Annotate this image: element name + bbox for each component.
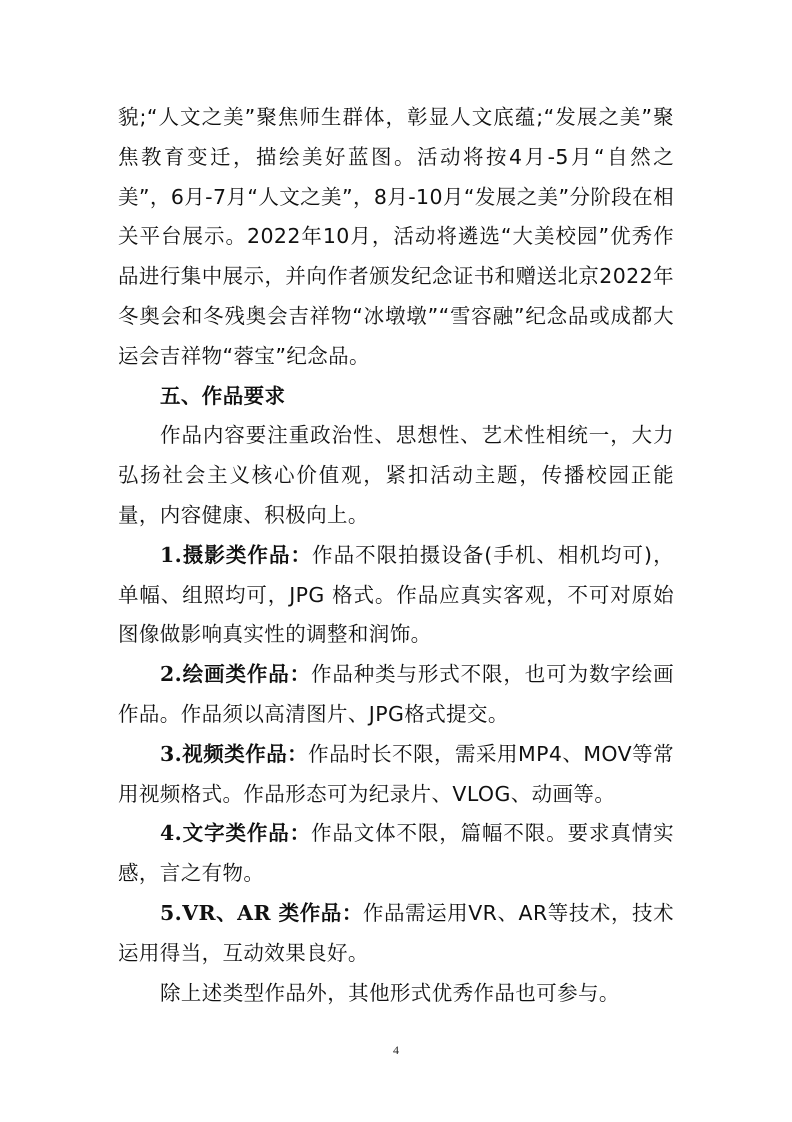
- writing-requirement-lead: 4.文字类作品：: [160, 821, 311, 846]
- document-body: [118, 98, 674, 1013]
- vr-ar-requirement-text: 作品需运用VR、AR等技术，技术运用得当，互动效果良好。: [118, 900, 674, 965]
- section-heading: 五、作品要求: [160, 383, 286, 408]
- writing-requirement-paragraph: [118, 814, 674, 894]
- painting-requirement-text: 作品种类与形式不限，也可为数字绘画作品。作品须以高清图片、JPG格式提交。: [118, 662, 674, 726]
- photography-requirement-lead: 1.摄影类作品：: [160, 542, 313, 567]
- closing-paragraph: 除上述类型作品外，其他形式优秀作品也可参与。: [160, 980, 620, 1005]
- painting-requirement-paragraph: [118, 655, 674, 735]
- vr-ar-requirement-lead: 5.VR、AR 类作品：: [160, 900, 363, 925]
- page-number: 4: [393, 1043, 399, 1057]
- writing-requirement-text: 作品文体不限，篇幅不限。要求真情实感，言之有物。: [118, 821, 674, 886]
- requirements-intro-paragraph: 作品内容要注重政治性、思想性、艺术性相统一，大力弘扬社会主义核心价值观，紧扣活动主题，传播校园正能量，内容健康、积极向上。: [118, 423, 674, 527]
- video-requirement-paragraph: [118, 735, 674, 815]
- photography-requirement-text: 作品不限拍摄设备(手机、相机均可)，单幅、组照均可，JPG 格式。作品应真实客观，不可对原始图像做影响真实性的调整和润饰。: [118, 542, 674, 647]
- painting-requirement-lead: 2.绘画类作品：: [160, 662, 311, 687]
- intro-continuation-paragraph: 貌;“人文之美”聚焦师生群体，彰显人文底蕴;“发展之美”聚焦教育变迁，描绘美好蓝图。活动将按4月-5月“自然之美”，6月-7月“人文之美”，8月-10月“发展之美”分阶段在相关平台展示。2022年10月，活动将遴选“大美校园”优秀作品进行集中展示，并向作者颁发纪念证书和赠送北京2022年冬奥会和冬残奥会吉祥物“冰墩墩”“雪容融”纪念品或成都大运会吉祥物“蓉宝”纪念品。: [118, 105, 674, 368]
- photography-requirement-paragraph: [118, 536, 674, 655]
- vr-ar-requirement-paragraph: [118, 894, 674, 974]
- video-requirement-text: 作品时长不限，需采用MP4、MOV等常用视频格式。作品形态可为纪录片、VLOG、动画等。: [118, 741, 674, 806]
- video-requirement-lead: 3.视频类作品：: [160, 741, 309, 766]
